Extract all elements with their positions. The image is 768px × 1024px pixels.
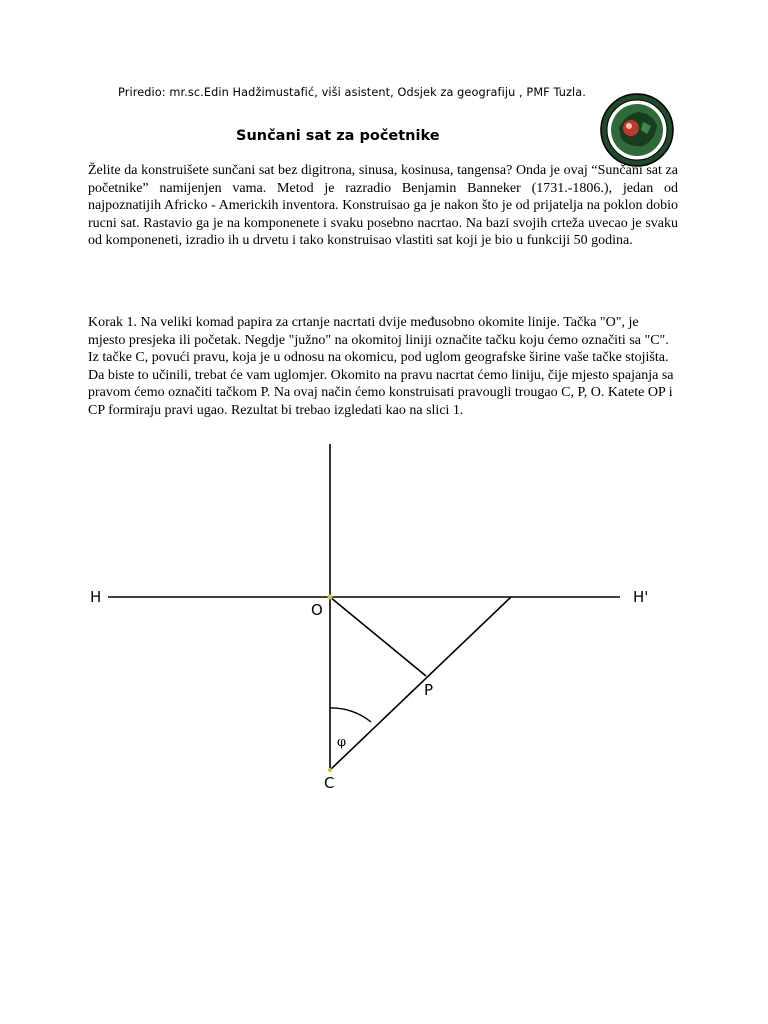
label-angle-phi: φ [337, 735, 347, 750]
step1-paragraph: Korak 1. Na veliki komad papira za crtanje nacrtati dvije međusobno okomite linije. Tačka "O", je mjesto presjeka ili početak. Negdje "južno" na okomitoj liniji označite tačku koju ćemo označiti sa "C". Iz tačke C, povući pravu, koja je u odnosu na okomicu, pod uglom geografske širine vaše tačke stojišta. Da biste to učinili, trebat će vam uglomjer. Okomito na pravu nacrtat ćemo liniju, čije mjesto spajanja sa pravom ćemo označiti tačkom P. Na ovaj način ćemo konstruisati pravougli trougao C, P, O. Katete OP i CP formiraju pravi ugao. Rezultat bi trebao izgledati kao na slici 1. [88, 315, 674, 418]
page-title: Sunčani sat za početnike [236, 128, 440, 144]
line-op [330, 597, 426, 676]
c-point [328, 768, 332, 772]
label-point-p: P [424, 681, 434, 699]
origin-point [328, 595, 333, 600]
intro-paragraph: Želite da konstruišete sunčani sat bez digitrona, sinusa, kosinusa, tangensa? Onda je ovaj “Sunčani sat za početnike” namijenjen vama. Metod je razradio Benjamin Banneker (1731.-1806.), jedan od najpoznatijih Africko - Americkih inventora. Konstruisao ga je nakon što je od prijatelja na poklon dobio rucni sat. Rastavio ga je na komponenete i svaku posebno nacrtao. Na bazi svojih crteža uvecao je svaku od komponeneti, izradio ih u drvetu i tako konstruisao vlastiti sat koji je bio u funkciji 50 godina. [88, 163, 678, 249]
angle-phi-arc [330, 708, 371, 722]
line-cp [330, 597, 511, 770]
label-h-left: H [90, 588, 102, 606]
label-h-right: H' [633, 588, 649, 606]
author-credit: Priredio: mr.sc.Edin Hadžimustafić, viši asistent, Odsjek za geografiju , PMF Tuzla. [118, 86, 586, 99]
label-point-c: C [324, 774, 335, 792]
figure-1-diagram [80, 436, 680, 796]
university-seal-logo [599, 92, 675, 168]
label-origin-o: O [311, 601, 323, 619]
